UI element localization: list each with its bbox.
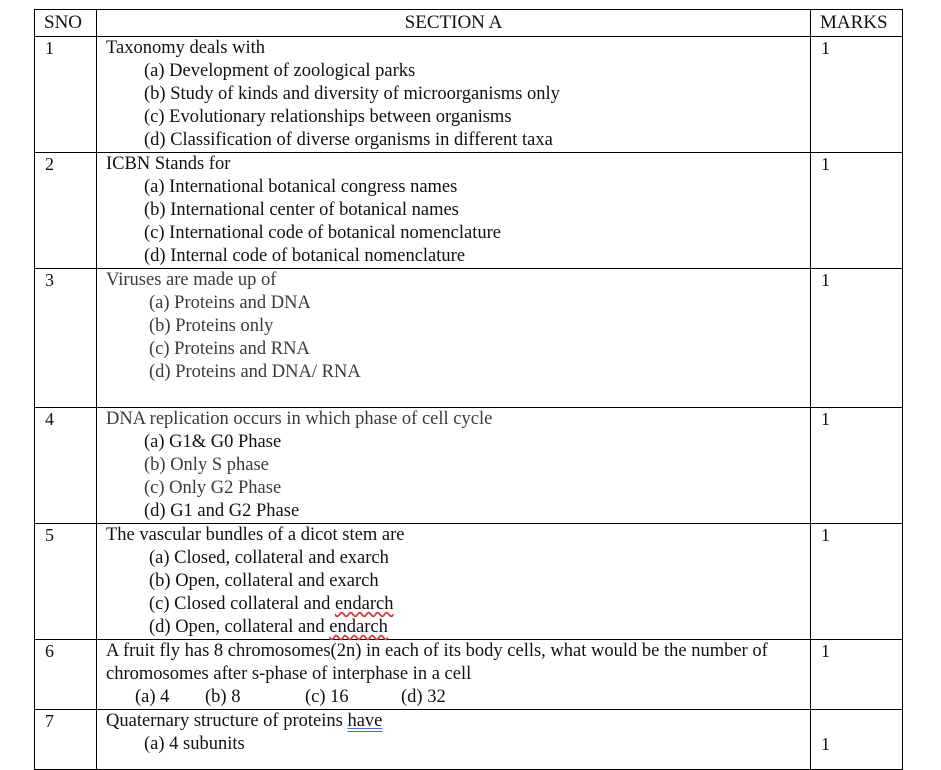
option: (c) Proteins and RNA [149, 339, 310, 359]
question-cell [97, 37, 811, 153]
question-row [35, 408, 903, 524]
question-row [35, 710, 903, 770]
question-row [35, 153, 903, 269]
option [106, 593, 810, 616]
option: (c) 16 [305, 687, 349, 707]
option: (a) 4 subunits [144, 734, 245, 754]
option: (d) Proteins and DNA/ RNA [149, 362, 361, 382]
question-cell [97, 640, 811, 710]
option: (c) Evolutionary relationships between organisms [144, 107, 512, 127]
option: (b) Proteins only [149, 316, 274, 336]
question-marks: 1 [811, 640, 903, 710]
question-marks: 1 [811, 524, 903, 640]
option: (a) Proteins and DNA [149, 293, 311, 313]
question-text: Viruses are made up of [106, 270, 277, 290]
question-number: 2 [35, 153, 97, 269]
option: (a) Closed, collateral and exarch [149, 548, 389, 568]
table-header-row [35, 10, 903, 37]
question-number: 5 [35, 524, 97, 640]
option: (b) Only S phase [144, 455, 269, 475]
spellcheck-flagged-word: endarch [334, 594, 394, 614]
question-text: A fruit fly has 8 chromosomes(2n) in each of its body cells, what would be the number of chromosomes after s-phase of interphase in a cell [106, 641, 768, 684]
marks-header: MARKS [811, 10, 903, 37]
question-number: 3 [35, 269, 97, 408]
question-cell [97, 269, 811, 408]
question-marks: 1 [811, 408, 903, 524]
option: (d) G1 and G2 Phase [144, 501, 300, 521]
option: (d) Classification of diverse organisms in different taxa [144, 130, 553, 150]
question-text: The vascular bundles of a dicot stem are [106, 525, 405, 545]
option: (c) Only G2 Phase [144, 478, 282, 498]
grammar-flagged-word: have [347, 711, 383, 731]
options-inline [106, 686, 804, 709]
option-text: (d) Open, collateral and [149, 617, 330, 637]
question-number: 6 [35, 640, 97, 710]
option: (a) G1& G0 Phase [144, 432, 282, 452]
question-cell [97, 710, 811, 770]
question-number: 4 [35, 408, 97, 524]
question-marks: 1 [811, 153, 903, 269]
option: (b) International center of botanical names [144, 200, 459, 220]
question-table [34, 9, 903, 770]
section-header: SECTION A [97, 10, 811, 37]
option-text: (c) Closed collateral and [149, 594, 335, 614]
question-marks: 1 [811, 269, 903, 408]
option: (b) Study of kinds and diversity of microorganisms only [144, 84, 560, 104]
question-text-main: Quaternary structure of proteins [106, 711, 348, 731]
option: (a) 4 [135, 687, 170, 707]
question-row [35, 37, 903, 153]
question-text: ICBN Stands for [106, 154, 231, 174]
question-cell [97, 408, 811, 524]
spellcheck-flagged-word: endarch [329, 617, 388, 637]
option [106, 616, 810, 639]
question-text: Taxonomy deals with [106, 38, 266, 58]
question-row [35, 640, 903, 710]
option: (a) International botanical congress names [144, 177, 458, 197]
question-number: 7 [35, 710, 97, 770]
question-marks: 1 [811, 710, 903, 770]
option: (d) 32 [401, 687, 446, 707]
option: (a) Development of zoological parks [144, 61, 416, 81]
question-number: 1 [35, 37, 97, 153]
option: (d) Internal code of botanical nomenclature [144, 246, 466, 266]
question-text: DNA replication occurs in which phase of cell cycle [106, 409, 493, 429]
question-row [35, 269, 903, 408]
question-cell [97, 153, 811, 269]
question-text [106, 710, 810, 733]
option: (b) Open, collateral and exarch [149, 571, 379, 591]
question-row [35, 524, 903, 640]
option: (b) 8 [205, 687, 241, 707]
question-marks: 1 [811, 37, 903, 153]
sno-header: SNO [35, 10, 97, 37]
option: (c) International code of botanical nomenclature [144, 223, 501, 243]
question-cell [97, 524, 811, 640]
